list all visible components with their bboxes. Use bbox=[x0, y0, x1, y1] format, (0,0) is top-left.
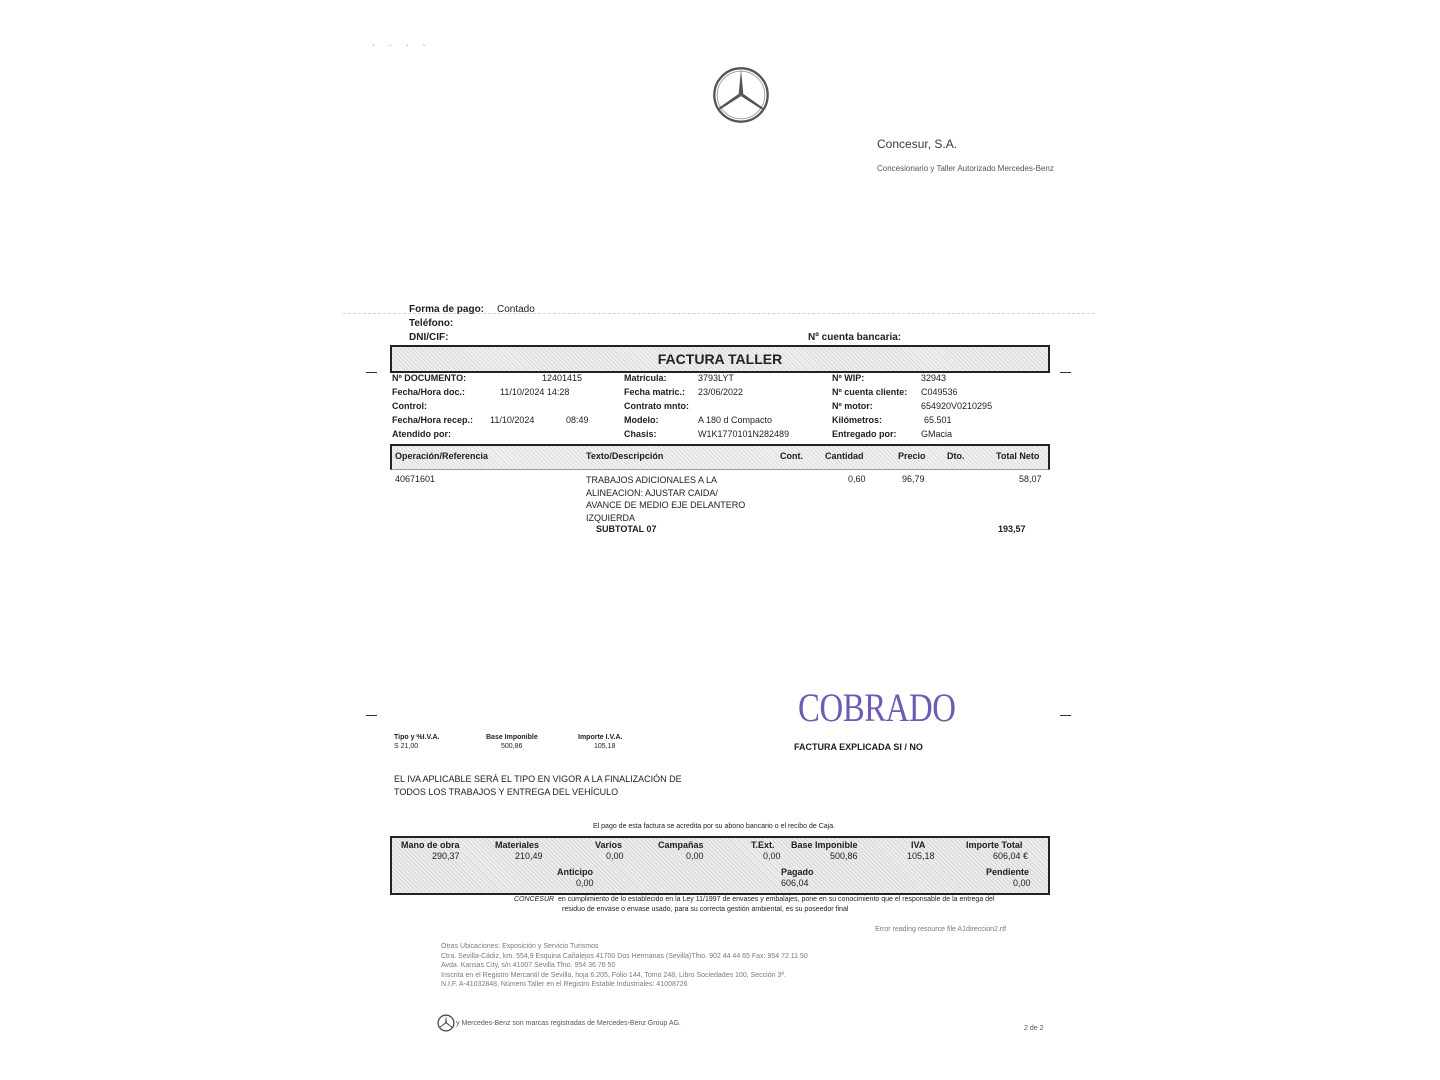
kilometers-value: 65.501 bbox=[924, 415, 952, 425]
model-value: A 180 d Compacto bbox=[698, 415, 773, 425]
plate-value: 3793LYT bbox=[698, 373, 734, 383]
legal-brand: CONCESUR bbox=[514, 896, 555, 903]
margin-tick bbox=[1060, 715, 1071, 716]
payment-value: Contado bbox=[497, 304, 535, 315]
iva-total-label: IVA bbox=[911, 840, 926, 850]
margin-tick bbox=[366, 715, 377, 716]
row-description-line: TRABAJOS ADICIONALES A LA bbox=[586, 475, 718, 485]
vat-base-label: Base Imponible bbox=[486, 734, 538, 741]
paid-value: 606,04 bbox=[781, 878, 809, 888]
misc-value: 0,00 bbox=[606, 851, 624, 861]
bank-account-label: Nº cuenta bancaria: bbox=[808, 332, 902, 343]
pending-value: 0,00 bbox=[1013, 878, 1031, 888]
row-description-line: AVANCE DE MEDIO EJE DELANTERO bbox=[586, 500, 746, 510]
customer-account-value: C049536 bbox=[921, 387, 958, 397]
materials-label: Materiales bbox=[495, 840, 540, 850]
vat-type-value: S 21,00 bbox=[394, 743, 419, 750]
misc-label: Varios bbox=[595, 840, 623, 850]
pending-label: Pendiente bbox=[986, 867, 1030, 877]
campaigns-value: 0,00 bbox=[686, 851, 704, 861]
invoice-title: FACTURA TALLER bbox=[390, 345, 1050, 373]
footer-line: Otras Ubicaciones: Exposición y Servicio Turismos bbox=[441, 943, 599, 950]
registration-date-label: Fecha matric.: bbox=[624, 387, 686, 397]
payment-note: El pago de esta factura se acredita por su abono bancario o el recibo de Caja. bbox=[593, 823, 836, 830]
doc-number-label: Nº DOCUMENTO: bbox=[392, 373, 467, 383]
labor-value: 290,37 bbox=[432, 851, 460, 861]
reception-date-value: 11/10/2024 bbox=[490, 415, 535, 425]
mercedes-star-icon bbox=[437, 1014, 455, 1032]
wip-label: Nº WIP: bbox=[832, 373, 865, 383]
subtotal-value: 193,57 bbox=[998, 524, 1026, 534]
advance-label: Anticipo bbox=[557, 867, 593, 877]
margin-tick bbox=[1060, 372, 1071, 373]
iva-total-value: 105,18 bbox=[907, 851, 935, 861]
th-cont: Cont. bbox=[780, 451, 803, 461]
customer-account-label: Nº cuenta cliente: bbox=[832, 387, 908, 397]
model-label: Modelo: bbox=[624, 415, 659, 425]
page-number: 2 de 2 bbox=[1024, 1025, 1044, 1032]
legal-line: residuo de envase o envase usado, para su correcta gestión ambiental, es su poseedor final bbox=[562, 906, 849, 913]
campaigns-label: Campañas bbox=[658, 840, 704, 850]
trademark-note: y Mercedes-Benz son marcas registradas de Mercedes-Benz Group AG. bbox=[456, 1020, 681, 1027]
margin-tick bbox=[366, 372, 377, 373]
th-description: Texto/Descripción bbox=[586, 451, 664, 461]
doc-date-value: 11/10/2024 14:28 bbox=[500, 387, 570, 397]
footer-addresses bbox=[441, 942, 808, 990]
row-description-line: IZQUIERDA bbox=[586, 512, 636, 523]
chassis-label: Chasis: bbox=[624, 429, 657, 439]
engine-value: 654920V0210295 bbox=[921, 401, 993, 411]
footer-line: Avda. Kansas City, s/n 41007 Sevilla Tfno. 954 36 76 50 bbox=[441, 962, 616, 969]
engine-label: Nº motor: bbox=[832, 401, 873, 411]
kilometers-label: Kilómetros: bbox=[832, 415, 883, 425]
delivered-by-label: Entregado por: bbox=[832, 429, 897, 439]
footer-line: Inscrita en el Registro Mercantil de Sevilla, hoja 6.205, Folio 144, Tomo 248, Libro Sociedades 100, Sección 3ª. bbox=[441, 971, 786, 979]
footer-line: Ctra. Sevilla-Cádiz, km. 554,9 Esquina Cañalejos 41700 Dos Hermanas (Sevilla)Tfno. 902 44 44 65 Fax: 954 72 11 50 bbox=[441, 952, 808, 960]
row-total: 58,07 bbox=[1019, 474, 1042, 484]
iva-note-line: EL IVA APLICABLE SERÁ EL TIPO EN VIGOR A LA FINALIZACIÓN DE bbox=[394, 774, 682, 784]
vat-base-value: 500,86 bbox=[501, 743, 523, 750]
scan-artifact: ˴ ˴ ˴ ˴ bbox=[372, 40, 432, 49]
registration-date-value: 23/06/2022 bbox=[698, 387, 744, 397]
th-discount: Dto. bbox=[947, 451, 965, 461]
plate-label: Matrícula: bbox=[624, 373, 667, 383]
reception-date-label: Fecha/Hora recep.: bbox=[392, 415, 474, 425]
grand-total-value: 606,04 € bbox=[993, 851, 1029, 861]
row-description-line: ALINEACION: AJUSTAR CAIDA/ bbox=[586, 487, 718, 498]
attended-by-label: Atendido por: bbox=[392, 429, 451, 439]
payment-label: Forma de pago: bbox=[409, 304, 485, 315]
external-value: 0,00 bbox=[763, 851, 781, 861]
delivered-by-value: GMacia bbox=[921, 429, 953, 439]
paid-stamp: COBRADO bbox=[798, 685, 956, 730]
chassis-value: W1K1770101N282489 bbox=[698, 429, 790, 439]
vat-amount-label: Importe I.V.A. bbox=[578, 734, 623, 741]
th-quantity: Cantidad bbox=[825, 451, 864, 461]
iva-note bbox=[394, 773, 682, 799]
dni-label: DNI/CIF: bbox=[409, 332, 449, 343]
control-label: Control: bbox=[392, 401, 427, 411]
vat-type-label: Tipo y %I.V.A. bbox=[394, 734, 440, 741]
external-label: T.Ext. bbox=[751, 840, 775, 850]
tax-base-label: Base Imponible bbox=[791, 840, 858, 850]
th-total: Total Neto bbox=[996, 451, 1040, 461]
subtotal-label: SUBTOTAL 07 bbox=[596, 524, 657, 534]
row-reference: 40671601 bbox=[395, 474, 436, 484]
materials-value: 210,49 bbox=[515, 851, 543, 861]
mercedes-star-icon bbox=[712, 66, 770, 124]
th-price: Precio bbox=[898, 451, 926, 461]
legal-line: en cumplimiento de lo establecido en la Ley 11/1997 de envases y embalajes, pone en su conocimiento que el responsable de la entrega del bbox=[558, 896, 995, 903]
labor-label: Mano de obra bbox=[401, 840, 460, 850]
maintenance-contract-label: Contrato mnto: bbox=[624, 401, 689, 411]
doc-number-value: 12401415 bbox=[542, 373, 583, 383]
wip-value: 32943 bbox=[921, 373, 947, 383]
doc-date-label: Fecha/Hora doc.: bbox=[392, 387, 466, 397]
tax-base-value: 500,86 bbox=[830, 851, 858, 861]
paid-label: Pagado bbox=[781, 867, 814, 877]
error-note: Error reading resource file A1direccion2.rtf bbox=[875, 926, 1007, 933]
phone-label: Teléfono: bbox=[409, 318, 454, 329]
iva-note-line: TODOS LOS TRABAJOS Y ENTREGA DEL VEHÍCULO bbox=[394, 787, 619, 797]
advance-value: 0,00 bbox=[576, 878, 594, 888]
vat-amount-value: 105,18 bbox=[594, 743, 616, 750]
company-name: Concesur, S.A. bbox=[877, 137, 958, 151]
footer-line: N.I.F. A-41032848, Número Taller en el Registro Estable Industriales: 41008726 bbox=[441, 981, 688, 988]
row-price: 96,79 bbox=[902, 474, 925, 484]
totals-box bbox=[390, 836, 1050, 895]
row-quantity: 0,60 bbox=[848, 474, 866, 484]
reception-time-value: 08:49 bbox=[566, 415, 589, 425]
th-operation: Operación/Referencia bbox=[395, 451, 489, 461]
company-subtitle: Concesionario y Taller Autorizado Mercedes-Benz bbox=[877, 164, 1054, 173]
grand-total-label: Importe Total bbox=[966, 840, 1023, 850]
row-description bbox=[586, 474, 745, 524]
invoice-explained: FACTURA EXPLICADA SI / NO bbox=[794, 742, 923, 752]
